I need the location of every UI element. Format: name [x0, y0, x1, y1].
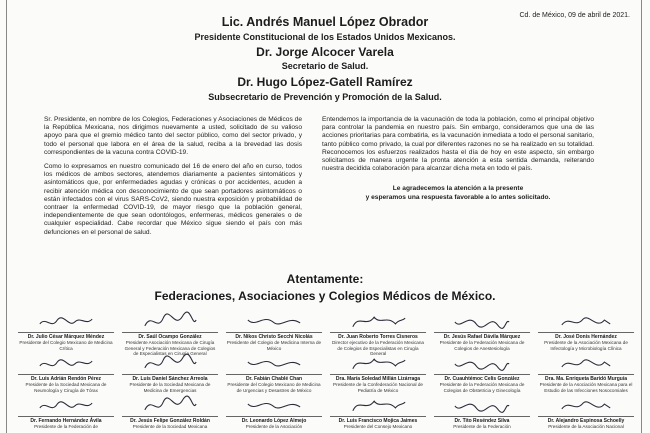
signature-block: [122, 310, 218, 357]
signature-stroke: [145, 396, 196, 410]
signatory-role: Presidente del Colegio Mexicano de Medicina de Urgencias y Desastres de México: [227, 382, 321, 393]
signature-stroke: [455, 404, 509, 412]
signatory-name: Dra. María Soledad Millán Lizárraga: [330, 374, 426, 382]
handwritten-signature: [244, 352, 304, 374]
signature-stroke: [562, 318, 610, 325]
signature-stroke: [40, 402, 92, 408]
signature-stroke: [455, 362, 509, 370]
signatory-name: Dr. Jesús Felipe González Roldán: [122, 416, 218, 424]
signature-stroke: [562, 360, 610, 367]
signatory-name: Dr. Julio César Márquez Méndez: [18, 332, 114, 340]
handwritten-signature: [348, 352, 408, 374]
signature-stroke: [562, 402, 610, 409]
handwritten-signature: [140, 310, 200, 332]
signatory-role: Presidente de la Asociación Mexicana para el Estudio de las Infecciones Nosocomiales: [539, 382, 633, 393]
signatory-role: Presidente del Colegio Mexicano de Medicina Crítica: [19, 340, 113, 351]
signature-stroke: [353, 317, 405, 327]
signature-block: [330, 394, 426, 430]
signature-block: [434, 310, 530, 351]
closing-remarks: [322, 185, 594, 202]
signatory-role: Presidente Asociación Mexicana de Cirugía General y Federación Mexicana de Colegios de Especialistas en Cirugía General: [124, 340, 216, 356]
signatory-role: Presidente de la Federación de: [34, 424, 98, 429]
handwritten-signature: [140, 352, 200, 374]
handwritten-signature: [452, 352, 512, 374]
signatory-role: Director ejecutivo de la Federación Mexicana de Colegios de Especialistas en Cirugía General: [332, 340, 424, 356]
handwritten-signature: [348, 310, 408, 332]
signatory-name: Dr. Juan Roberto Torres Cisneros: [330, 332, 426, 340]
signatory-role: Presidente de la Sociedad Mexicana: [132, 424, 208, 429]
signatory-name: Dr. Leonardo López Almejo: [226, 416, 322, 424]
signatory-name: Dr. José Donis Hernández: [538, 332, 634, 340]
handwritten-signature: [348, 394, 408, 416]
addressee-name-subsecretary: Dr. Hugo López-Gatell Ramírez: [237, 75, 413, 89]
signatory-name: Dr. Luis Francisco Mojica Jaimes: [330, 416, 426, 424]
signature-block: [226, 310, 322, 351]
signatory-name: Dr. Tito Reséndez Silva: [434, 416, 530, 424]
signature-stroke: [145, 354, 196, 368]
signatory-name: Dra. Ma. Enriqueta Baridó Murguía: [538, 374, 634, 382]
closing-line-1: Le agradecemos la atención a la presente: [392, 185, 524, 193]
body-paragraph-1: Sr. Presidente, en nombre de los Colegios, Federaciones y Asociaciones de Médicos de la República Mexicana, nos dirigimos nuevamente a usted, solicitado de su valioso apoyo para que el gremio médico tanto del sector público, como del sector privado, y todo el personal que labora en el área de la salud, reciba a la brevedad las dosis correspondientes de la vacuna contra COVID-19.: [44, 116, 302, 156]
addressee-title-subsecretary: Subsecretario de Prevención y Promoción de la Salud.: [208, 92, 442, 102]
body-paragraph-3: Entendemos la importancia de la vacunación de toda la población, como el principal objetivo para controlar la pandemia en nuestro país. Sin embargo, consideramos que una de las acciones prioritarias para combatirla, es la vacunación inmediata a todo el personal sanitario, tanto público como privado, la cual por diferentes razones no se ha realizado en su totalidad. Reconocemos los esfuerzos realizados hasta el día de hoy en este aspecto, sin embargo solicitamos de manera urgente la pronta atención a esta sentida demanda, reiterando nuestra decidida colaboración para alcanzar dicha meta en todo el país.: [322, 116, 594, 173]
handwritten-signature: [556, 352, 616, 374]
signatory-name: Dr. Saúl Ocampo González: [122, 332, 218, 340]
handwritten-signature: [452, 394, 512, 416]
signature-block: [330, 352, 426, 393]
handwritten-signature: [556, 310, 616, 332]
signatory-role: Presidente de la Asociación Nacional: [548, 424, 624, 429]
handwritten-signature: [244, 394, 304, 416]
handwritten-signature: [36, 394, 96, 416]
signatory-name: Dr. Luis Adrián Rendón Pérez: [18, 374, 114, 382]
signatory-name: Dr. Nikos Christo Secchi Nicolás: [226, 332, 322, 340]
handwritten-signature: [244, 310, 304, 332]
letter-date: Cd. de México, 09 de abril de 2021.: [519, 12, 630, 19]
signature-block: [434, 352, 530, 393]
signature-stroke: [248, 319, 300, 323]
sign-off-atentamente: Atentamente:: [286, 272, 364, 286]
signature-stroke: [353, 401, 405, 411]
signature-block: [122, 352, 218, 393]
signatory-name: Dr. Fernando Hernández Ávila: [18, 416, 114, 424]
signatory-name: Dr. Fabián Chablé Chan: [226, 374, 322, 382]
signature-stroke: [145, 312, 196, 326]
addressee-name-president: Lic. Andrés Manuel López Obrador: [221, 15, 429, 29]
signatory-role: Presidente de la Confederación Nacional de Pediatría de México: [333, 382, 423, 393]
signature-stroke: [40, 318, 92, 324]
signature-block: [434, 394, 530, 430]
handwritten-signature: [556, 394, 616, 416]
addressee-name-secretary: Dr. Jorge Alcocer Varela: [256, 45, 394, 59]
signatory-role: Presidente de la Asociación: [245, 424, 303, 429]
body-left-column: [44, 116, 302, 243]
signatory-role: Presidente de la Federación: [453, 424, 511, 429]
addressee-title-secretary: Secretario de Salud.: [281, 61, 369, 71]
signature-block: [538, 352, 634, 393]
signature-block: [122, 394, 218, 430]
signatory-role: Presidente de la Sociedad Mexicana de Neumología y Cirugía de Tórax: [25, 382, 107, 393]
signatory-role: Presidente del Colegio de Medicina Interna de México: [226, 340, 322, 351]
signature-block: [226, 352, 322, 393]
signature-stroke: [248, 403, 300, 407]
signatory-role: Presidente del Consejo Mexicano: [343, 424, 413, 429]
body-paragraph-2: Como lo expresamos en nuestro comunicado del 16 de enero del año en curso, todos los médicos de ambos sectores, atendemos diariamente a pacientes sintomáticos y asintomáticos que, por enfermedades agudas y crónicas o por accidentes, acuden a recibir atención médica con desconocimiento de que sean portadores asintomáticos o están infectados con el virus SARS-CoV2, siendo nuestra exposición y probabilidad de contraer la enfermedad COVID-19, de mayor riesgo que la población general, independientemente de que sean odontólogos, enfermeras, médicos generales o de cualquier especialidad. Cabe recordar que México sigue siendo el país con más defunciones en el personal de salud.: [44, 163, 302, 236]
signature-block: [18, 394, 114, 430]
handwritten-signature: [140, 394, 200, 416]
sign-off-federations: Federaciones, Asociaciones y Colegios Médicos de México.: [154, 289, 496, 303]
signatory-role: Presidente de la Sociedad Mexicana de Medicina de Emergencias: [129, 382, 211, 393]
signature-stroke: [455, 320, 509, 328]
signatory-name: Dr. Luis Daniel Sánchez Arreola: [122, 374, 218, 382]
signature-block: [18, 352, 114, 393]
signatory-name: Dr. Cuauhtémoc Celis González: [434, 374, 530, 382]
signature-block: [18, 310, 114, 351]
closing-line-2: y esperamos una respuesta favorable a lo antes solicitado.: [365, 193, 551, 201]
signatory-name: Dr. Alejandro Espinosa Schoelly: [538, 416, 634, 424]
signature-stroke: [40, 360, 92, 366]
signature-block: [538, 394, 634, 430]
signatory-role: Presidente de la Asociación Mexicana de Infectología y Microbiología Clínica: [544, 340, 628, 351]
addressee-title-president: Presidente Constitucional de los Estados Unidos Mexicanos.: [194, 32, 456, 42]
signature-stroke: [353, 359, 405, 369]
signatory-role: Presidente de la Federación Mexicana de Colegios de Obstetricia y Ginecología: [439, 382, 525, 393]
signature-stroke: [248, 361, 300, 365]
handwritten-signature: [36, 310, 96, 332]
handwritten-signature: [452, 310, 512, 332]
signature-block: [226, 394, 322, 430]
handwritten-signature: [36, 352, 96, 374]
signatory-role: Presidente de la Federación Mexicana de Colegios de Anestesiología: [439, 340, 525, 351]
signature-block: [330, 310, 426, 357]
signature-block: [538, 310, 634, 351]
signatory-name: Dr. Jesús Rafael Dávila Márquez: [434, 332, 530, 340]
body-right-column: [322, 116, 594, 202]
